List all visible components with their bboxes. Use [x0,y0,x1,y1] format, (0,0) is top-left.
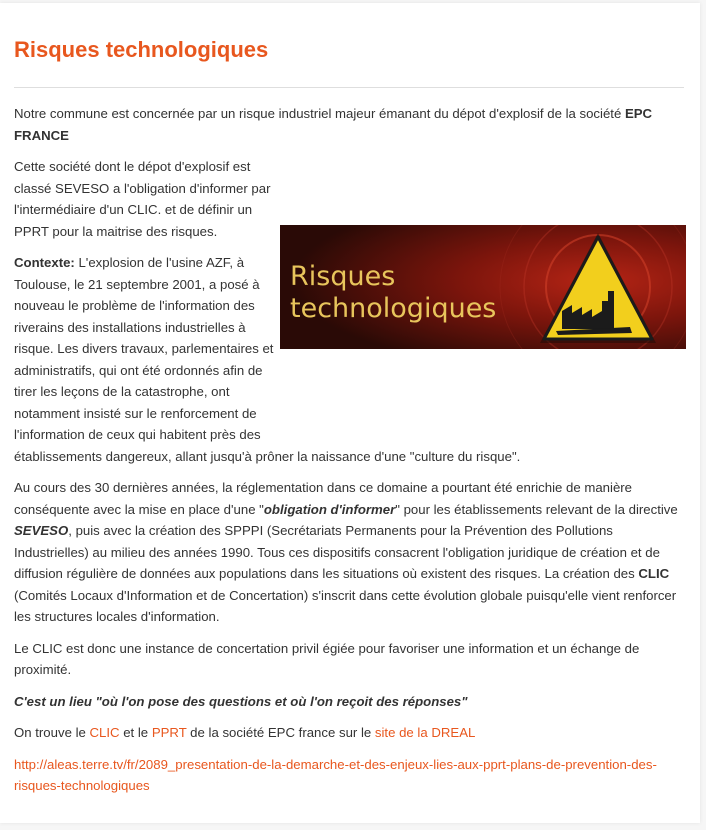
context-text: L'explosion de l'usine AZF, à Toulouse, le 21 septembre 2001, a posé à nouveau le problème de l'information des riverains des installations industrielles à risque. Les divers travaux, parlementaires et administratifs, qui ont été ordonnés afin de tirer les leçons de la catastrophe, ont notamment insisté sur le renforcement de l'information de ceux qui habitent près des établissements dangereux, allant jusqu'à prôner la naissance d'une "culture du risque". [14,255,521,464]
links-text-1: On trouve le [14,725,90,740]
banner-text-line2: technologiques [290,293,497,324]
banner-figure [280,156,686,438]
context-label: Contexte: [14,255,75,270]
regulation-text-4: (Comités Locaux d'Information et de Concertation) s'inscrit dans cette évolution globale puisqu'elle vient renforcer les structures locales d'information. [14,587,677,624]
quote-text: C'est un lieu "où l'on pose des questions et où l'on reçoit des réponses" [14,693,468,709]
regulation-text-2: " pour les établissements relevant de la directive [395,501,678,517]
regulation-clic: CLIC [638,566,670,581]
page-title: Risques technologiques [14,37,269,62]
company-name: EPC FRANCE [14,106,653,143]
dreal-link[interactable]: site de la DREAL [374,725,476,740]
regulation-text-1: Au cours des 30 dernières années, la réglementation dans ce domaine a pourtant été enrichie de manière conséquente avec la mise en place d'une " [14,480,633,517]
url-paragraph [14,754,686,797]
seveso-paragraph: Cette société dont le dépot d'explosif est classé SEVESO a l'obligation d'informer par l'intermédiaire d'un CLIC. et de définir un PPRT pour la maitrise des risques. [14,159,271,239]
regulation-seveso: SEVESO [14,523,69,538]
article-container [0,3,700,823]
regulation-paragraph [14,477,686,628]
links-text-3: de la société EPC france sur le [186,725,375,740]
intro-text: Notre commune est concernée par un risque industriel majeur émanant du dépot d'explosif de la société [14,106,622,121]
title-divider [14,87,684,88]
clic-paragraph: Le CLIC est donc une instance de concertation privil égiée pour favoriser une information et un échange de proximité. [14,640,640,677]
links-paragraph [14,722,686,744]
banner-text-line1: Risques [290,261,396,292]
risques-technologiques-banner [280,225,686,349]
regulation-obligation: obligation d'informer [263,501,396,517]
intro-paragraph [14,103,686,146]
quote-paragraph [14,691,686,713]
pprt-link[interactable]: PPRT [151,725,187,740]
article-body [14,103,686,807]
regulation-text-3: , puis avec la création des SPPPI (Secrétariats Permanents pour la Prévention des Pollutions Industrielles) au milieu des années 1990. Tous ces dispositifs consacrent l'obligation juridique de création et de diffusion régulière de données aux populations dans les situations où existent des risques. La création des [14,523,660,581]
links-text-2: et le [119,725,152,740]
clic-link[interactable]: CLIC [89,725,120,740]
aleas-url-link[interactable]: http://aleas.terre.tv/fr/2089_presentation-de-la-demarche-et-des-enjeux-lies-aux-pprt-plans-de-prevention-des-risques-technologiques [14,756,657,793]
